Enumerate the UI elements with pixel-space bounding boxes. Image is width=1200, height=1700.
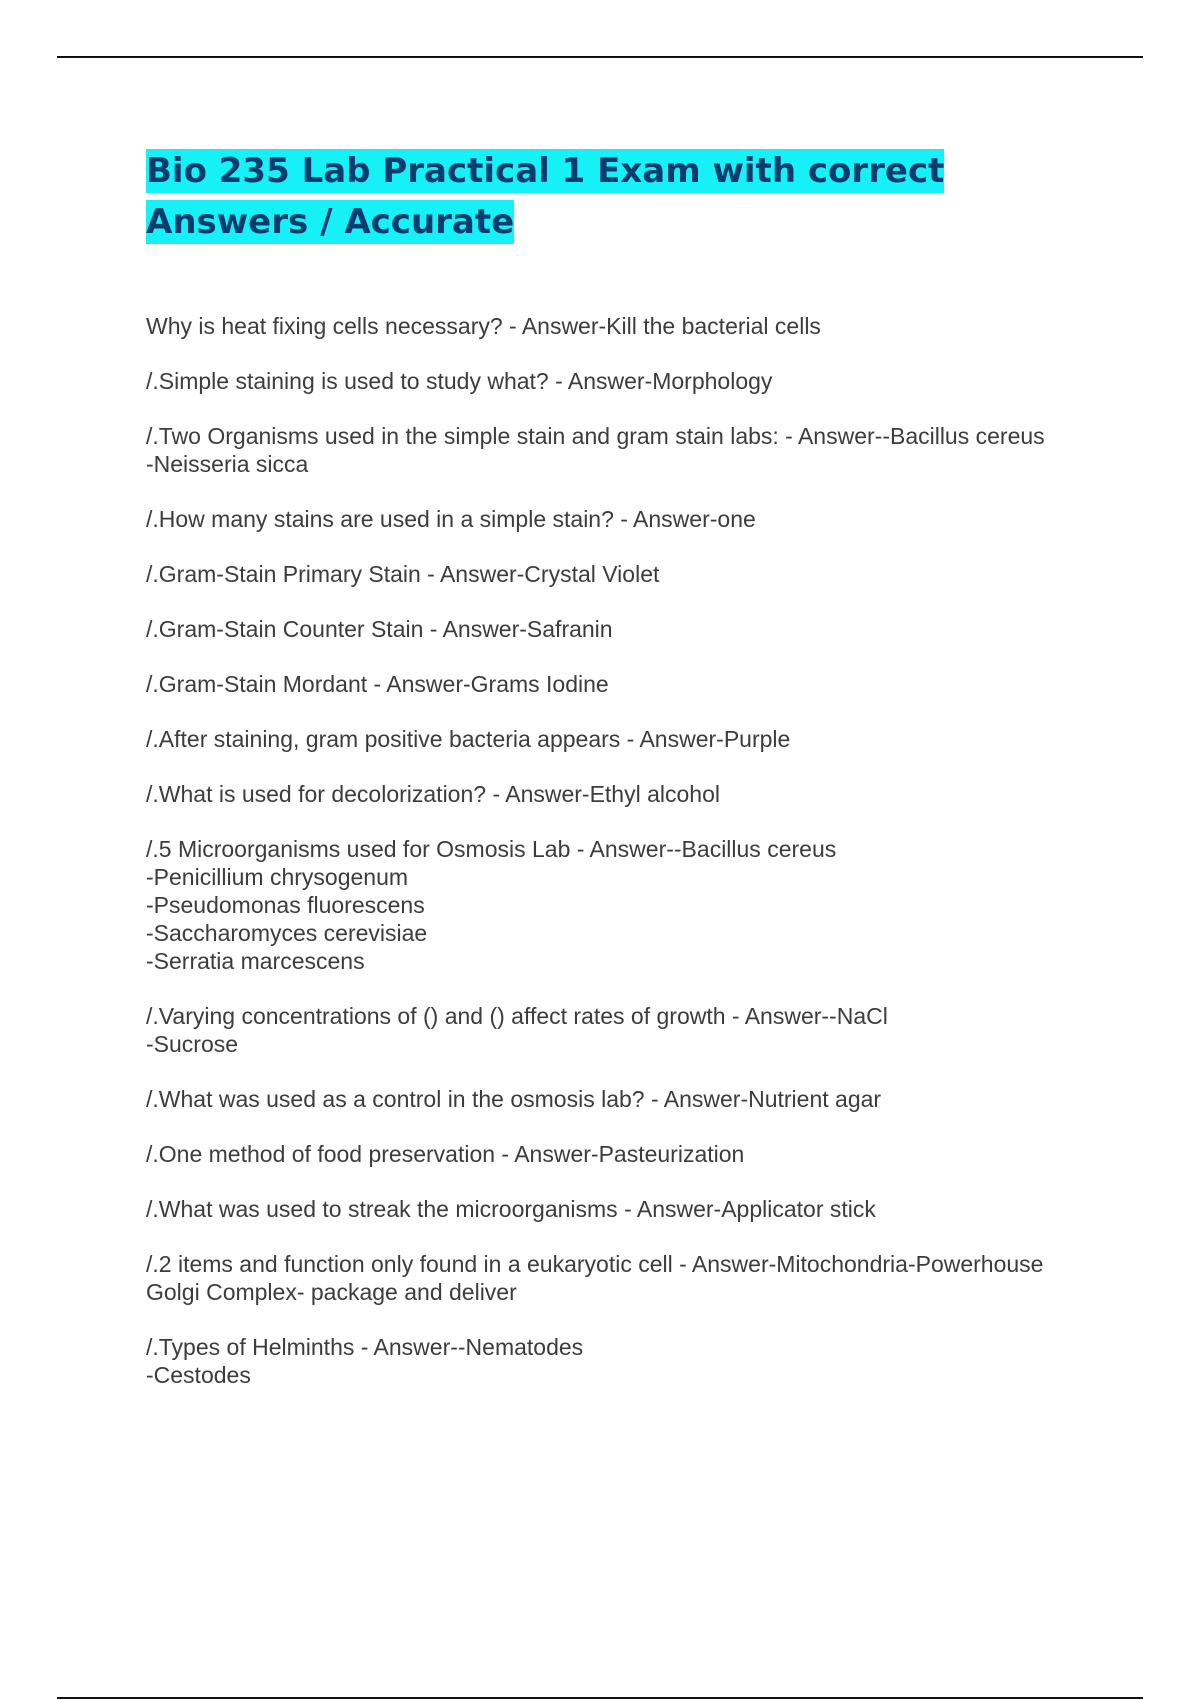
qa-item: /.Two Organisms used in the simple stain and gram stain labs: - Answer--Bacillus cereus -Neisseria sicca (146, 423, 1045, 477)
qa-item: /.What is used for decolorization? - Answer-Ethyl alcohol (146, 781, 720, 807)
qa-item: /.Gram-Stain Primary Stain - Answer-Crystal Violet (146, 561, 660, 587)
qa-item: /.5 Microorganisms used for Osmosis Lab - Answer--Bacillus cereus -Penicillium chrysogenum -Pseudomonas fluorescens -Saccharomyces cerevisiae -Serratia marcescens (146, 836, 837, 974)
qa-item: /.2 items and function only found in a eukaryotic cell - Answer-Mitochondria-Powerhouse Golgi Complex- package and deliver (146, 1251, 1044, 1305)
qa-item: /.Gram-Stain Counter Stain - Answer-Safranin (146, 616, 613, 642)
qa-item: /.What was used as a control in the osmosis lab? - Answer-Nutrient agar (146, 1086, 882, 1112)
page-bottom-rule (57, 1697, 1143, 1699)
qa-item: /.Gram-Stain Mordant - Answer-Grams Iodine (146, 671, 609, 697)
qa-item: /.After staining, gram positive bacteria appears - Answer-Purple (146, 726, 791, 752)
qa-item: Why is heat fixing cells necessary? - Answer-Kill the bacterial cells (146, 313, 821, 339)
qa-item: /.What was used to streak the microorganisms - Answer-Applicator stick (146, 1196, 876, 1222)
document-title (146, 146, 1066, 248)
qa-item: /.Types of Helminths - Answer--Nematodes -Cestodes (146, 1334, 584, 1388)
document-body (146, 146, 1066, 1416)
qa-item: /.One method of food preservation - Answer-Pasteurization (146, 1141, 745, 1167)
qa-list (146, 312, 1066, 1389)
qa-item: /.Simple staining is used to study what? - Answer-Morphology (146, 368, 773, 394)
document-title-text: Bio 235 Lab Practical 1 Exam with correct Answers / Accurate (146, 151, 945, 242)
page-top-rule (57, 56, 1143, 58)
qa-item: /.How many stains are used in a simple stain? - Answer-one (146, 506, 756, 532)
qa-item: /.Varying concentrations of () and () affect rates of growth - Answer--NaCl -Sucrose (146, 1003, 888, 1057)
